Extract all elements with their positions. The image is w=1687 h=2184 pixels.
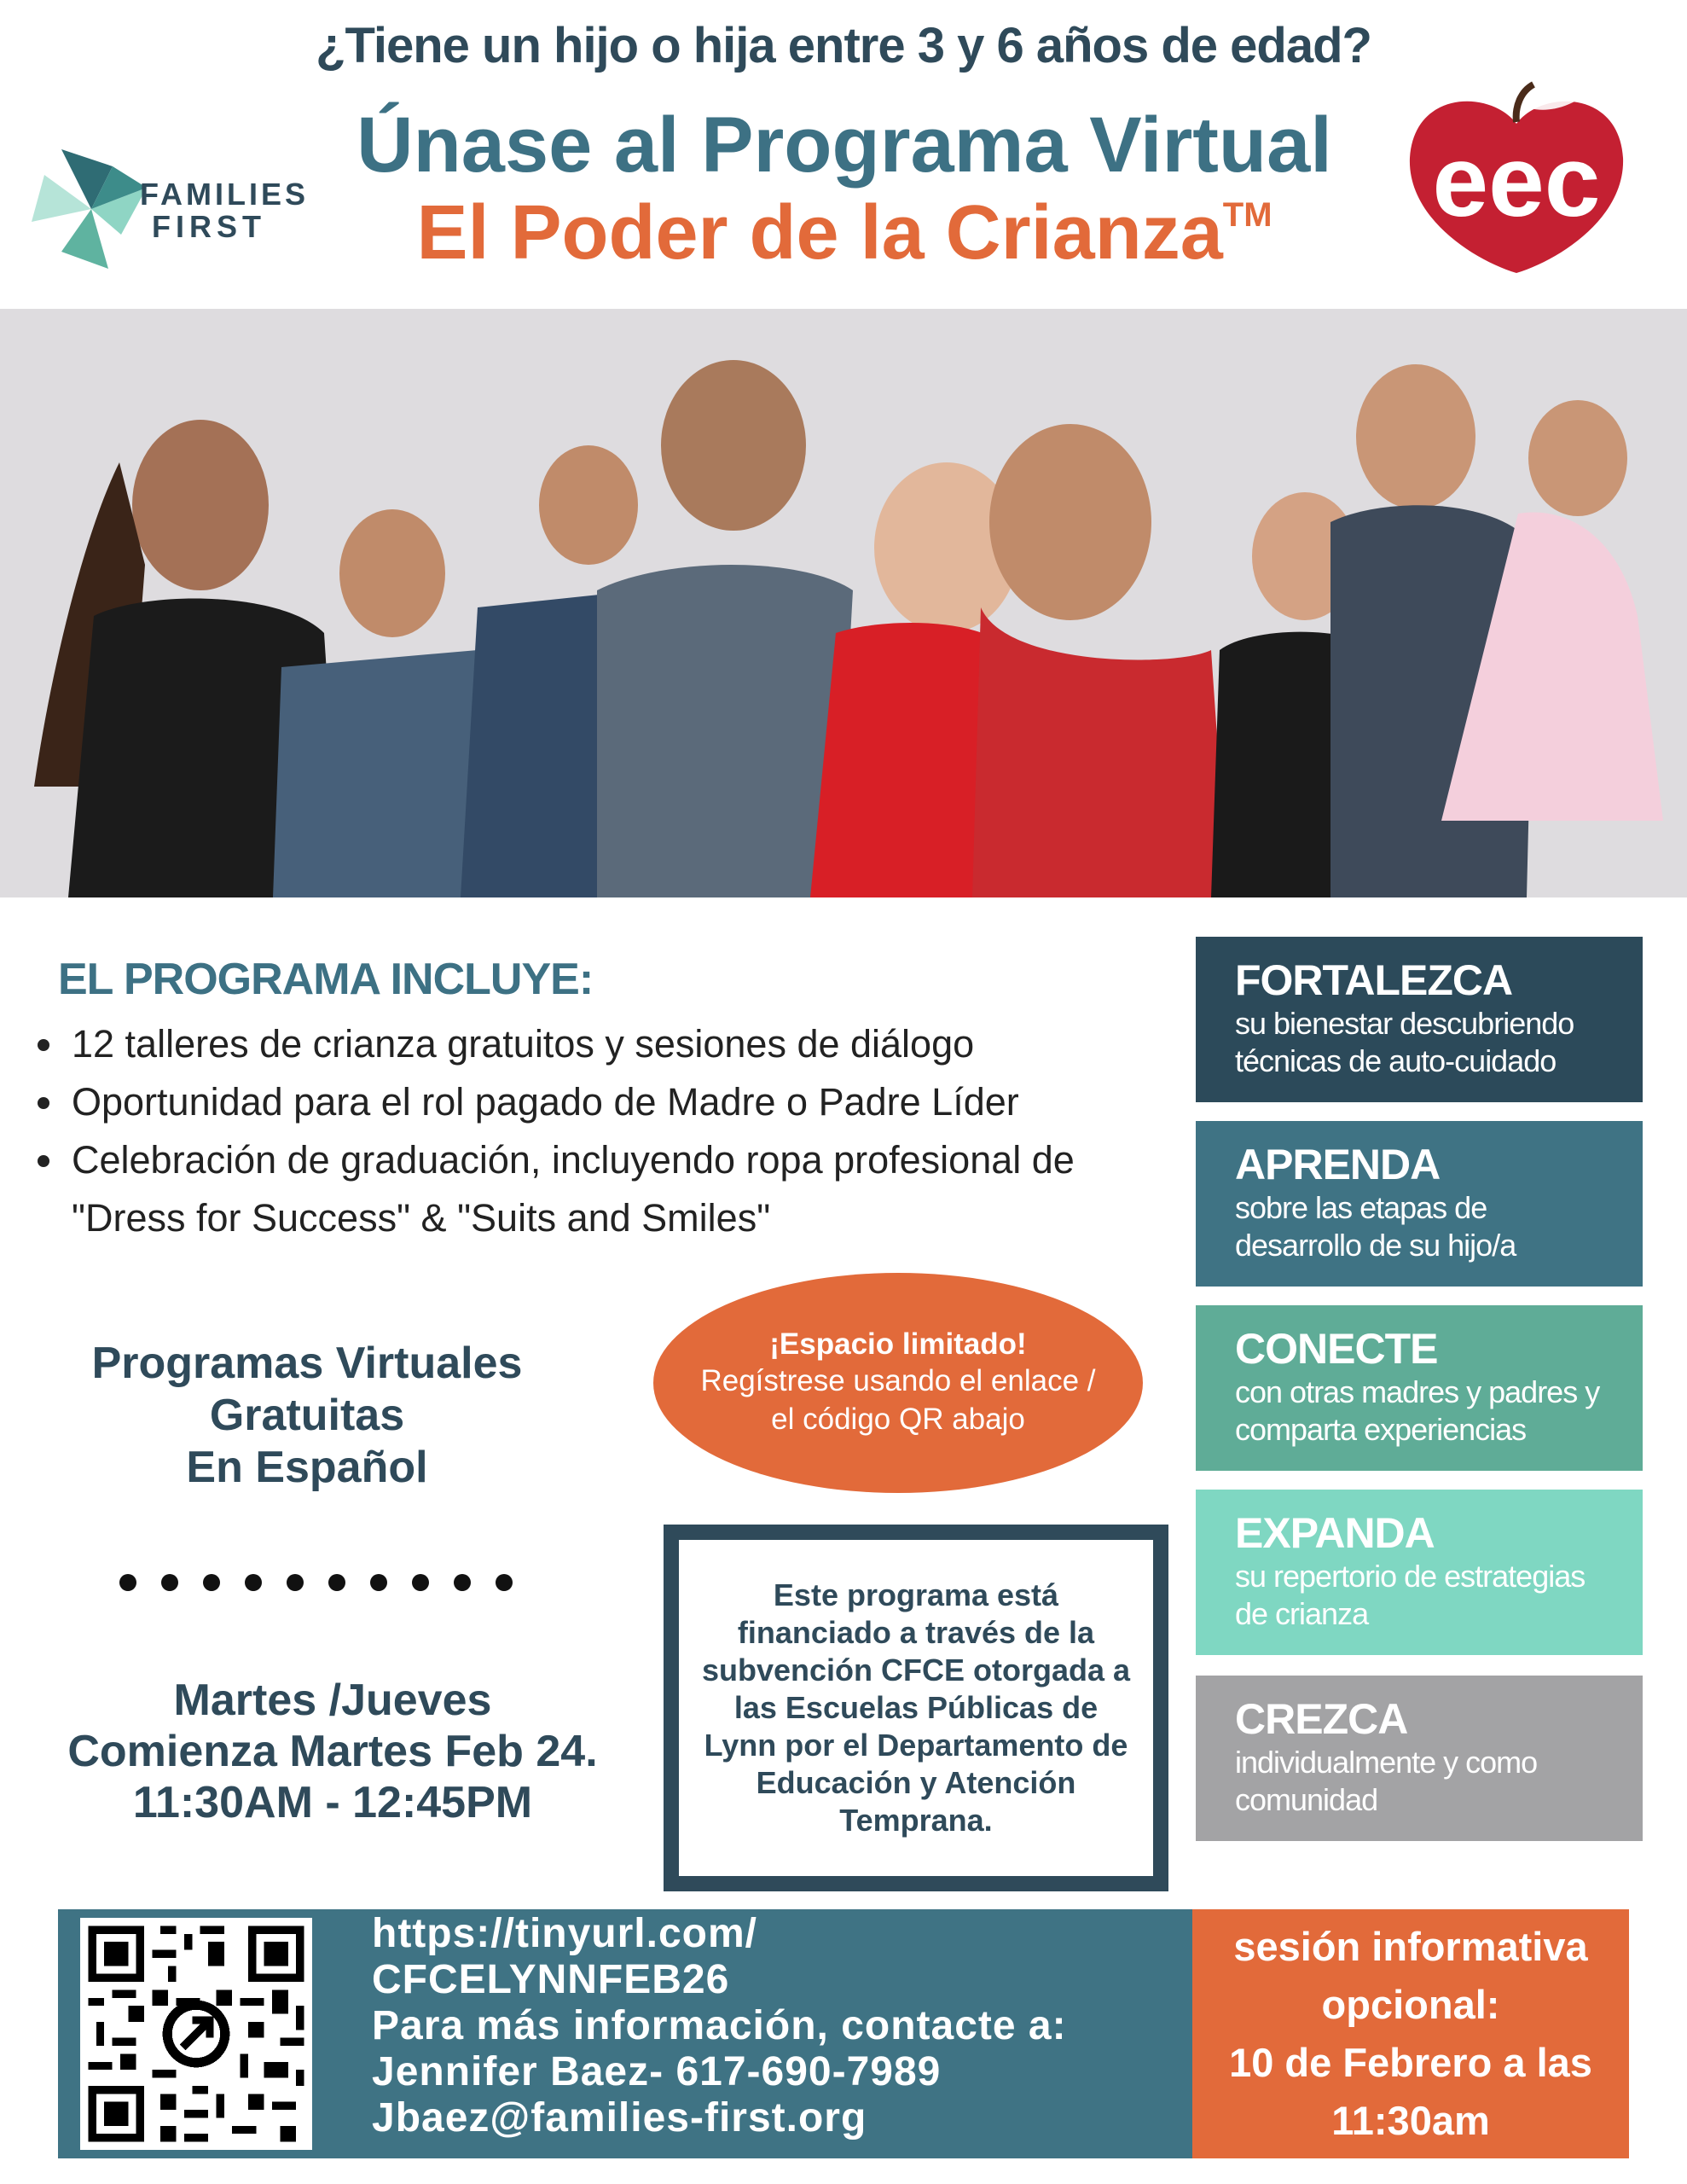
includes-list xyxy=(34,1015,1177,1247)
side-box-desc: sobre las etapas de desarrollo de su hijo/a xyxy=(1235,1190,1516,1263)
side-box-fortalezca xyxy=(1196,937,1643,1102)
side-box-desc: su repertorio de estrategias de crianza xyxy=(1235,1559,1586,1631)
header-question: ¿Tiene un hijo o hija entre 3 y 6 años de edad? xyxy=(316,18,1371,73)
families-photo xyxy=(0,309,1687,897)
qr-code-icon[interactable] xyxy=(80,1918,312,2150)
virtual-line-2: Gratuitas xyxy=(209,1391,405,1440)
title-program-virtual: Únase al Programa Virtual xyxy=(357,102,1332,189)
virtual-programs-text xyxy=(34,1338,580,1494)
title-poder-crianza xyxy=(281,189,1407,277)
side-box-expanda xyxy=(1196,1490,1643,1655)
virtual-line-3: En Español xyxy=(186,1443,428,1492)
info-session-box xyxy=(1192,1909,1629,2158)
side-box-heading: FORTALEZCA xyxy=(1235,956,1513,1004)
info-line-3: 10 de Febrero a las xyxy=(1229,2040,1592,2085)
info-line-4: 11:30am xyxy=(1331,2098,1490,2143)
dot-divider xyxy=(119,1574,512,1600)
funding-box xyxy=(664,1525,1168,1891)
limited-space-oval xyxy=(653,1273,1143,1493)
eec-logo-text: eec xyxy=(1432,125,1601,238)
side-box-desc: con otras madres y padres y comparta experiencias xyxy=(1235,1374,1600,1447)
side-box-aprenda xyxy=(1196,1121,1643,1287)
contact-email[interactable]: Jbaez@families-first.org xyxy=(372,2095,867,2140)
families-first-logo xyxy=(27,141,317,277)
pinwheel-icon xyxy=(27,141,155,277)
side-box-heading: CONECTE xyxy=(1235,1325,1438,1373)
registration-url[interactable]: https://tinyurl.com/ xyxy=(372,1911,757,1956)
schedule-time: 11:30AM - 12:45PM xyxy=(132,1778,533,1827)
contact-name-phone: Jennifer Baez- 617-690-7989 xyxy=(372,2049,942,2094)
side-box-heading: CREZCA xyxy=(1235,1695,1408,1743)
info-line-1: sesión informativa xyxy=(1233,1924,1588,1969)
oval-title: ¡Espacio limitado! xyxy=(769,1327,1027,1361)
schedule-start: Comienza Martes Feb 24. xyxy=(67,1727,598,1776)
side-box-desc: su bienestar descubriendo técnicas de auto-cuidado xyxy=(1235,1006,1574,1078)
side-box-desc: individualmente y como comunidad xyxy=(1235,1745,1538,1817)
families-first-text-2: FIRST xyxy=(152,209,266,244)
list-item: Oportunidad para el rol pagado de Madre o Padre Líder xyxy=(34,1073,1177,1131)
side-box-conecte xyxy=(1196,1305,1643,1471)
list-item: Celebración de graduación, incluyendo ropa profesional de "Dress for Success" & "Suits and Smiles" xyxy=(34,1131,1177,1247)
contact-label: Para más información, contacte a: xyxy=(372,2003,1067,2048)
families-first-text-1: FAMILIES xyxy=(140,177,310,212)
oval-text: Regístrese usando el enlace / el código QR abajo xyxy=(700,1364,1096,1436)
registration-url-code[interactable]: CFCELYNNFEB26 xyxy=(372,1957,730,2002)
virtual-line-1: Programas Virtuales xyxy=(91,1339,523,1388)
info-line-2: opcional: xyxy=(1321,1982,1500,2027)
eec-apple-logo xyxy=(1397,81,1636,277)
schedule-days: Martes /Jueves xyxy=(173,1676,492,1725)
includes-heading: EL PROGRAMA INCLUYE: xyxy=(58,955,594,1004)
funding-text: Este programa está financiado a través de la subvención CFCE otorgada a las Escuelas Públicas de Lynn por el Departamento de Educación y Atención Temprana. xyxy=(701,1577,1131,1838)
title-poder-crianza-text: El Poder de la Crianza xyxy=(416,190,1223,276)
side-box-crezca xyxy=(1196,1676,1643,1841)
side-box-heading: EXPANDA xyxy=(1235,1509,1435,1557)
contact-info xyxy=(372,1911,1191,2141)
schedule-text xyxy=(9,1675,657,1828)
list-item: 12 talleres de crianza gratuitos y sesiones de diálogo xyxy=(34,1015,1177,1073)
side-box-heading: APRENDA xyxy=(1235,1141,1441,1188)
trademark: TM xyxy=(1222,196,1272,234)
